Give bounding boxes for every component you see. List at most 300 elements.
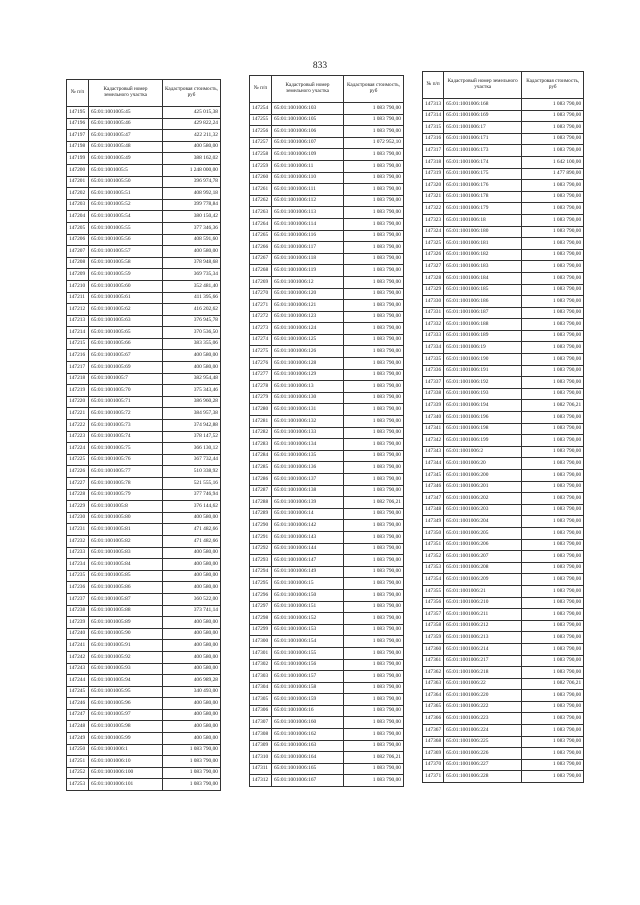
cadastral-value: 1 083 790,00	[344, 242, 404, 254]
table-row	[67, 605, 221, 617]
cadastral-value: 1 083 790,00	[522, 284, 584, 296]
row-number: 147238	[67, 605, 89, 617]
row-number: 147308	[250, 729, 272, 741]
row-number: 147324	[423, 226, 444, 238]
row-number: 147291	[250, 531, 272, 543]
cadastral-number: 65:01:1001006:169	[444, 110, 522, 122]
cadastral-value: 1 083 790,00	[344, 369, 404, 381]
cadastral-value: 1 083 790,00	[522, 191, 584, 203]
row-number: 147320	[423, 180, 444, 192]
cadastral-number: 65:01:1001006:154	[272, 636, 344, 648]
cadastral-number: 65:01:1001006:181	[444, 238, 522, 250]
row-number: 147365	[423, 701, 444, 713]
cadastral-number: 65:01:1001006:15	[272, 578, 344, 590]
table-row	[67, 176, 221, 188]
table-row	[250, 218, 404, 230]
table-row	[67, 315, 221, 327]
row-number: 147250	[67, 744, 89, 756]
row-number: 147328	[423, 272, 444, 284]
row-number: 147279	[250, 392, 272, 404]
table-row	[67, 443, 221, 455]
cadastral-value: 370 536,50	[163, 327, 221, 339]
cadastral-number: 65:01:1001006:132	[272, 416, 344, 428]
table-row	[67, 756, 221, 768]
table-row	[250, 392, 404, 404]
cadastral-number: 65:01:1001006:167	[272, 775, 344, 787]
cadastral-number: 65:01:1001006:120	[272, 288, 344, 300]
row-number: 147336	[423, 365, 444, 377]
table-row	[250, 740, 404, 752]
row-number: 147215	[67, 338, 89, 350]
table-row	[423, 156, 584, 168]
cadastral-value: 1 083 790,00	[522, 748, 584, 760]
cadastral-value: 400 580,00	[163, 651, 221, 663]
row-number: 147236	[67, 582, 89, 594]
row-number: 147218	[67, 373, 89, 385]
cadastral-value: 1 083 790,00	[344, 404, 404, 416]
cadastral-number: 65:01:1001006:160	[272, 717, 344, 729]
row-number: 147357	[423, 609, 444, 621]
cadastral-number: 65:01:1001006:174	[444, 156, 522, 168]
cadastral-value: 1 083 790,00	[344, 462, 404, 474]
table-row	[67, 431, 221, 443]
table-row	[250, 184, 404, 196]
row-number: 147253	[67, 779, 89, 791]
table-row	[67, 744, 221, 756]
cadastral-value: 1 083 790,00	[344, 671, 404, 683]
cadastral-number: 65:01:1001005:77	[89, 466, 163, 478]
cadastral-number: 65:01:1001006:163	[272, 740, 344, 752]
row-number: 147321	[423, 191, 444, 203]
table-row	[250, 578, 404, 590]
table-row	[67, 199, 221, 211]
cadastral-value: 1 083 790,00	[344, 184, 404, 196]
row-number: 147305	[250, 694, 272, 706]
row-number: 147251	[67, 756, 89, 768]
cadastral-number: 65:01:1001006:106	[272, 126, 344, 138]
cadastral-number: 65:01:1001006:101	[89, 779, 163, 791]
cadastral-number: 65:01:1001005:56	[89, 234, 163, 246]
row-number: 147230	[67, 512, 89, 524]
cadastral-number: 65:01:1001005:62	[89, 304, 163, 316]
cadastral-number: 65:01:1001006:184	[444, 272, 522, 284]
cadastral-number: 65:01:1001006:211	[444, 609, 522, 621]
row-number: 147271	[250, 300, 272, 312]
cadastral-number: 65:01:1001005:93	[89, 663, 163, 675]
table-row	[67, 211, 221, 223]
cadastral-value: 1 083 790,00	[522, 574, 584, 586]
cadastral-value: 1 083 790,00	[163, 756, 221, 768]
cadastral-number: 65:01:1001006:135	[272, 450, 344, 462]
cadastral-value: 1 083 790,00	[522, 214, 584, 226]
cadastral-number: 65:01:1001006:149	[272, 566, 344, 578]
row-number: 147354	[423, 574, 444, 586]
cadastral-value: 400 580,00	[163, 617, 221, 629]
cadastral-number: 65:01:1001006:208	[444, 562, 522, 574]
table-row	[423, 493, 584, 505]
cadastral-value: 378 147,52	[163, 431, 221, 443]
row-number: 147332	[423, 319, 444, 331]
cadastral-number: 65:01:1001005:87	[89, 593, 163, 605]
cadastral-value: 1 083 790,00	[344, 381, 404, 393]
cadastral-value: 340 493,00	[163, 686, 221, 698]
cadastral-value: 400 580,00	[163, 663, 221, 675]
table-row	[423, 122, 584, 134]
cadastral-number: 65:01:1001006:212	[444, 620, 522, 632]
header-cadastral-value: Кадастровая стоимость, руб	[163, 80, 221, 107]
cadastral-value: 1 083 790,00	[344, 474, 404, 486]
table-row	[67, 709, 221, 721]
header-num: № п/п	[423, 72, 444, 99]
row-number: 147222	[67, 420, 89, 432]
row-number: 147248	[67, 721, 89, 733]
table-row	[250, 752, 404, 764]
table-row	[67, 582, 221, 594]
cadastral-value: 1 083 790,00	[344, 601, 404, 613]
cadastral-number: 65:01:1001006:130	[272, 392, 344, 404]
table-row	[250, 543, 404, 555]
cadastral-table	[66, 79, 221, 791]
cadastral-number: 65:01:1001005:51	[89, 188, 163, 200]
table-row	[67, 478, 221, 490]
cadastral-value: 1 083 790,00	[344, 543, 404, 555]
table-row	[250, 636, 404, 648]
cadastral-value: 1 083 790,00	[344, 763, 404, 775]
cadastral-number: 65:01:1001006:123	[272, 311, 344, 323]
cadastral-number: 65:01:1001006:178	[444, 191, 522, 203]
table-header-row	[250, 76, 404, 103]
table-row	[67, 292, 221, 304]
table-row	[423, 446, 584, 458]
cadastral-value: 1 083 790,00	[344, 520, 404, 532]
cadastral-value: 1 083 790,00	[522, 493, 584, 505]
cadastral-value: 1 082 706,21	[522, 678, 584, 690]
row-number: 147259	[250, 160, 272, 172]
cadastral-value: 408 992,18	[163, 188, 221, 200]
row-number: 147366	[423, 713, 444, 725]
cadastral-value: 1 083 790,00	[344, 555, 404, 567]
cadastral-value: 399 778,84	[163, 199, 221, 211]
cadastral-value: 400 580,00	[163, 733, 221, 745]
cadastral-value: 400 580,00	[163, 246, 221, 258]
row-number: 147334	[423, 342, 444, 354]
cadastral-value: 1 083 790,00	[522, 771, 584, 783]
table-row	[423, 609, 584, 621]
header-cadastral-number: Кадастровый номер земельного участка	[444, 72, 522, 99]
table-row	[67, 535, 221, 547]
cadastral-number: 65:01:1001006:187	[444, 307, 522, 319]
header-num: № п/п	[67, 80, 89, 107]
table-row	[67, 338, 221, 350]
row-number: 147262	[250, 195, 272, 207]
table-row	[250, 300, 404, 312]
cadastral-value: 384 957,38	[163, 408, 221, 420]
cadastral-value: 400 580,00	[163, 698, 221, 710]
row-number: 147288	[250, 497, 272, 509]
cadastral-value: 1 083 790,00	[344, 682, 404, 694]
cadastral-value: 1 083 790,00	[522, 725, 584, 737]
row-number: 147318	[423, 156, 444, 168]
table-row	[423, 470, 584, 482]
cadastral-number: 65:01:1001005:97	[89, 709, 163, 721]
row-number: 147307	[250, 717, 272, 729]
cadastral-number: 65:01:1001005:75	[89, 443, 163, 455]
table-row	[250, 358, 404, 370]
cadastral-number: 65:01:1001005:78	[89, 478, 163, 490]
cadastral-value: 1 083 790,00	[522, 423, 584, 435]
row-number: 147296	[250, 589, 272, 601]
table-row	[250, 242, 404, 254]
table-row	[423, 203, 584, 215]
row-number: 147313	[423, 99, 444, 111]
row-number: 147209	[67, 269, 89, 281]
row-number: 147204	[67, 211, 89, 223]
cadastral-value: 1 083 790,00	[344, 729, 404, 741]
row-number: 147219	[67, 385, 89, 397]
cadastral-value: 375 343,46	[163, 385, 221, 397]
cadastral-value: 416 202,62	[163, 304, 221, 316]
cadastral-value: 1 083 790,00	[522, 99, 584, 111]
cadastral-number: 65:01:1001006:190	[444, 354, 522, 366]
cadastral-number: 65:01:1001006:18	[444, 214, 522, 226]
row-number: 147301	[250, 647, 272, 659]
row-number: 147325	[423, 238, 444, 250]
row-number: 147303	[250, 671, 272, 683]
table-row	[67, 466, 221, 478]
cadastral-number: 65:01:1001006:155	[272, 647, 344, 659]
row-number: 147272	[250, 311, 272, 323]
cadastral-value: 1 083 790,00	[522, 203, 584, 215]
row-number: 147281	[250, 416, 272, 428]
row-number: 147239	[67, 617, 89, 629]
row-number: 147306	[250, 705, 272, 717]
table-row	[423, 655, 584, 667]
row-number: 147355	[423, 585, 444, 597]
cadastral-number: 65:01:1001006:173	[444, 145, 522, 157]
cadastral-number: 65:01:1001005:47	[89, 130, 163, 142]
table-row	[423, 748, 584, 760]
row-number: 147345	[423, 470, 444, 482]
cadastral-number: 65:01:1001005:83	[89, 547, 163, 559]
cadastral-value: 1 083 790,00	[522, 238, 584, 250]
cadastral-number: 65:01:1001006:129	[272, 369, 344, 381]
table-row	[67, 350, 221, 362]
table-row	[250, 462, 404, 474]
table-row	[250, 555, 404, 567]
header-cadastral-value: Кадастровая стоимость, руб	[522, 72, 584, 99]
table-row	[250, 253, 404, 265]
table-row	[423, 388, 584, 400]
row-number: 147264	[250, 218, 272, 230]
row-number: 147240	[67, 628, 89, 640]
cadastral-number: 65:01:1001006:158	[272, 682, 344, 694]
cadastral-number: 65:01:1001005:52	[89, 199, 163, 211]
cadastral-value: 510 338,92	[163, 466, 221, 478]
cadastral-value: 1 083 790,00	[522, 342, 584, 354]
cadastral-value: 1 083 790,00	[344, 334, 404, 346]
cadastral-value: 400 580,00	[163, 570, 221, 582]
row-number: 147235	[67, 570, 89, 582]
cadastral-number: 65:01:1001006:1	[89, 744, 163, 756]
row-number: 147254	[250, 103, 272, 115]
cadastral-value: 378 948,68	[163, 257, 221, 269]
cadastral-value: 1 083 790,00	[344, 276, 404, 288]
table-row	[423, 713, 584, 725]
cadastral-number: 65:01:1001005:99	[89, 733, 163, 745]
row-number: 147205	[67, 222, 89, 234]
cadastral-value: 1 083 790,00	[344, 647, 404, 659]
table-row	[423, 238, 584, 250]
cadastral-value: 1 083 790,00	[344, 207, 404, 219]
table-row	[423, 643, 584, 655]
row-number: 147347	[423, 493, 444, 505]
page-number: 833	[312, 61, 328, 71]
cadastral-number: 65:01:1001005:50	[89, 176, 163, 188]
row-number: 147368	[423, 736, 444, 748]
row-number: 147237	[67, 593, 89, 605]
cadastral-number: 65:01:1001006:103	[272, 103, 344, 115]
table-row	[423, 284, 584, 296]
cadastral-value: 1 083 790,00	[522, 296, 584, 308]
table-row	[250, 775, 404, 787]
table-column-left	[66, 79, 221, 791]
cadastral-value: 1 083 790,00	[522, 272, 584, 284]
row-number: 147337	[423, 377, 444, 389]
table-row	[423, 539, 584, 551]
cadastral-value: 1 083 790,00	[522, 261, 584, 273]
cadastral-number: 65:01:1001005:69	[89, 362, 163, 374]
cadastral-value: 1 083 790,00	[522, 551, 584, 563]
row-number: 147257	[250, 137, 272, 149]
cadastral-value: 376 945,78	[163, 315, 221, 327]
table-row	[67, 524, 221, 536]
cadastral-value: 1 083 790,00	[522, 481, 584, 493]
table-row	[67, 651, 221, 663]
table-row	[423, 354, 584, 366]
cadastral-number: 65:01:1001006:139	[272, 497, 344, 509]
table-row	[250, 311, 404, 323]
cadastral-value: 400 580,00	[163, 582, 221, 594]
cadastral-number: 65:01:1001006:131	[272, 404, 344, 416]
row-number: 147255	[250, 114, 272, 126]
cadastral-number: 65:01:1001006:157	[272, 671, 344, 683]
row-number: 147208	[67, 257, 89, 269]
table-row	[423, 667, 584, 679]
cadastral-number: 65:01:1001006:203	[444, 504, 522, 516]
cadastral-value: 1 083 790,00	[522, 759, 584, 771]
table-row	[250, 126, 404, 138]
cadastral-number: 65:01:1001005:80	[89, 512, 163, 524]
row-number: 147287	[250, 485, 272, 497]
row-number: 147197	[67, 130, 89, 142]
table-row	[250, 520, 404, 532]
row-number: 147263	[250, 207, 272, 219]
row-number: 147360	[423, 643, 444, 655]
table-row	[423, 759, 584, 771]
table-header-row	[67, 80, 221, 107]
row-number: 147268	[250, 265, 272, 277]
table-row	[423, 597, 584, 609]
row-number: 147314	[423, 110, 444, 122]
cadastral-value: 1 083 790,00	[522, 655, 584, 667]
cadastral-value: 1 083 790,00	[344, 705, 404, 717]
table-row	[67, 593, 221, 605]
row-number: 147370	[423, 759, 444, 771]
row-number: 147217	[67, 362, 89, 374]
table-row	[423, 516, 584, 528]
table-row	[250, 416, 404, 428]
cadastral-value: 1 082 706,21	[344, 497, 404, 509]
row-number: 147295	[250, 578, 272, 590]
cadastral-number: 65:01:1001006:183	[444, 261, 522, 273]
row-number: 147312	[250, 775, 272, 787]
cadastral-number: 65:01:1001005:55	[89, 222, 163, 234]
cadastral-value: 1 083 790,00	[522, 527, 584, 539]
cadastral-value: 1 083 790,00	[522, 226, 584, 238]
table-row	[250, 694, 404, 706]
header-cadastral-value: Кадастровая стоимость, руб	[344, 76, 404, 103]
table-row	[250, 450, 404, 462]
table-row	[250, 149, 404, 161]
row-number: 147195	[67, 107, 89, 119]
cadastral-number: 65:01:1001005:84	[89, 559, 163, 571]
cadastral-number: 65:01:1001006:202	[444, 493, 522, 505]
cadastral-number: 65:01:1001006:133	[272, 427, 344, 439]
row-number: 147276	[250, 358, 272, 370]
cadastral-number: 65:01:1001006:116	[272, 230, 344, 242]
cadastral-value: 1 083 790,00	[522, 330, 584, 342]
row-number: 147214	[67, 327, 89, 339]
row-number: 147225	[67, 454, 89, 466]
cadastral-value: 411 395,66	[163, 292, 221, 304]
cadastral-value: 1 083 790,00	[522, 110, 584, 122]
cadastral-value: 400 580,00	[163, 547, 221, 559]
table-row	[67, 686, 221, 698]
cadastral-number: 65:01:1001005:57	[89, 246, 163, 258]
table-row	[250, 195, 404, 207]
cadastral-value: 1 083 790,00	[344, 230, 404, 242]
row-number: 147258	[250, 149, 272, 161]
table-row	[67, 454, 221, 466]
row-number: 147359	[423, 632, 444, 644]
row-number: 147216	[67, 350, 89, 362]
cadastral-value: 1 083 790,00	[344, 531, 404, 543]
table-row	[67, 164, 221, 176]
cadastral-number: 65:01:1001006:207	[444, 551, 522, 563]
cadastral-value: 383 355,06	[163, 338, 221, 350]
cadastral-value: 382 954,48	[163, 373, 221, 385]
cadastral-number: 65:01:1001005:67	[89, 350, 163, 362]
cadastral-value: 1 248 000,00	[163, 164, 221, 176]
row-number: 147341	[423, 423, 444, 435]
cadastral-value: 422 211,32	[163, 130, 221, 142]
cadastral-value: 1 083 790,00	[344, 172, 404, 184]
cadastral-number: 65:01:1001006:137	[272, 474, 344, 486]
cadastral-number: 65:01:1001006:201	[444, 481, 522, 493]
cadastral-value: 1 083 790,00	[344, 613, 404, 625]
cadastral-value: 521 555,16	[163, 478, 221, 490]
table-row	[250, 427, 404, 439]
cadastral-value: 1 083 790,00	[344, 636, 404, 648]
cadastral-number: 65:01:1001005:58	[89, 257, 163, 269]
cadastral-value: 1 083 790,00	[522, 667, 584, 679]
table-row	[67, 733, 221, 745]
row-number: 147282	[250, 427, 272, 439]
table-row	[250, 613, 404, 625]
cadastral-number: 65:01:1001006:134	[272, 439, 344, 451]
row-number: 147200	[67, 164, 89, 176]
cadastral-value: 1 083 790,00	[344, 300, 404, 312]
